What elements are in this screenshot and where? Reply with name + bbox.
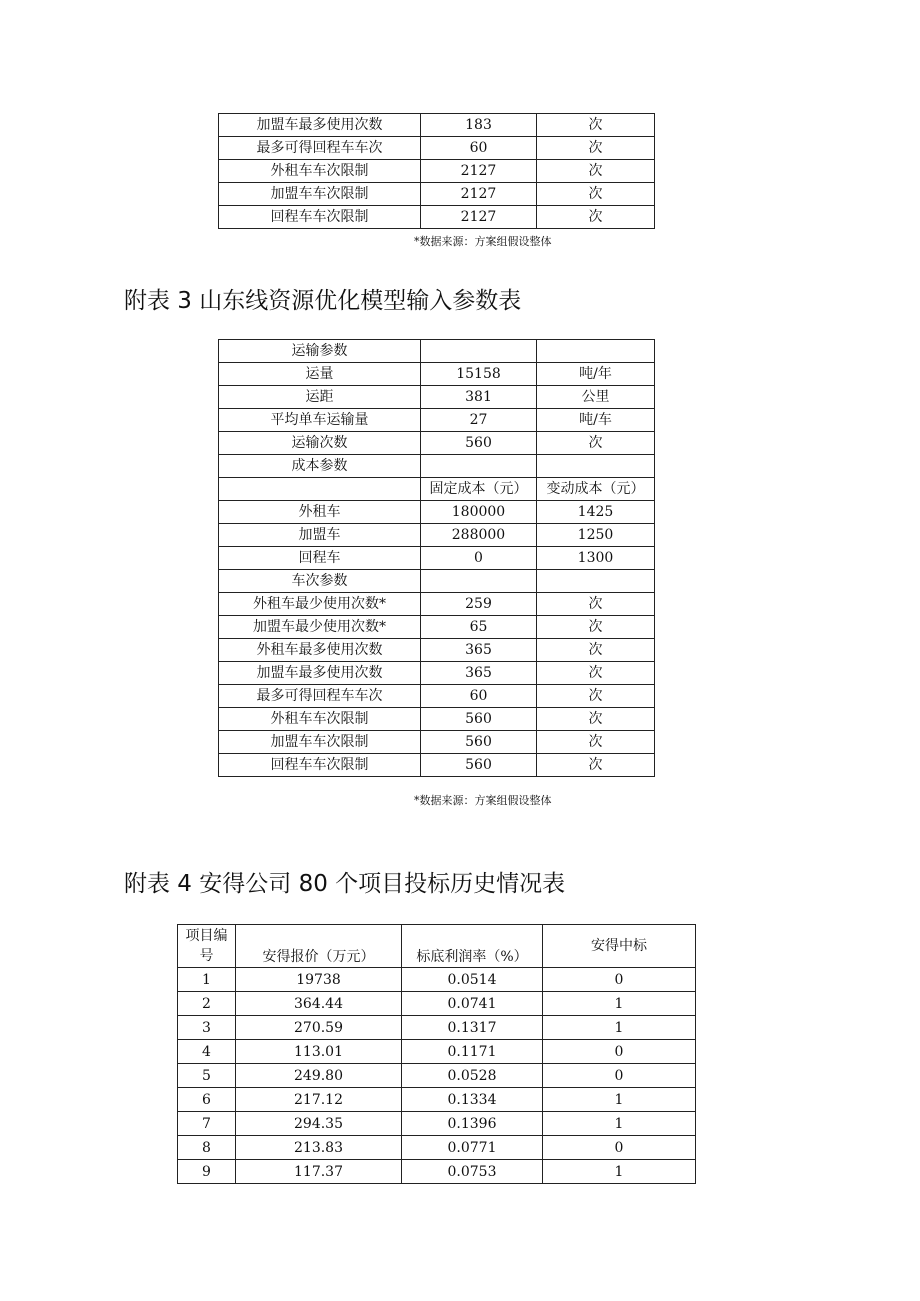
table-cell: 回程车车次限制 bbox=[219, 754, 421, 777]
table-row bbox=[178, 1064, 696, 1088]
table-cell: 0.0771 bbox=[402, 1136, 543, 1160]
table-cell: 180000 bbox=[421, 501, 537, 524]
table-cell: 次 bbox=[537, 639, 655, 662]
heading-table-4: 附表 4 安得公司 80 个项目投标历史情况表 bbox=[124, 871, 566, 897]
header-quote: 安得报价（万元） bbox=[236, 925, 402, 968]
params-table-continued-body bbox=[219, 114, 655, 229]
table-cell: 381 bbox=[421, 386, 537, 409]
table-row bbox=[178, 1016, 696, 1040]
table-row bbox=[178, 1136, 696, 1160]
table-cell: 1 bbox=[543, 1112, 696, 1136]
table-cell: 113.01 bbox=[236, 1040, 402, 1064]
data-source-note-2: *数据来源：方案组假设整体 bbox=[414, 794, 552, 807]
table-row bbox=[178, 1088, 696, 1112]
table-row bbox=[219, 616, 655, 639]
table-cell: 217.12 bbox=[236, 1088, 402, 1112]
table-cell: 19738 bbox=[236, 968, 402, 992]
table-cell bbox=[421, 340, 537, 363]
table-cell: 外租车 bbox=[219, 501, 421, 524]
table-cell: 公里 bbox=[537, 386, 655, 409]
table-cell: 吨/年 bbox=[537, 363, 655, 386]
table-cell: 最多可得回程车车次 bbox=[219, 137, 421, 160]
heading-table-3: 附表 3 山东线资源优化模型输入参数表 bbox=[124, 288, 522, 314]
table-cell: 288000 bbox=[421, 524, 537, 547]
table-row bbox=[219, 754, 655, 777]
table-row bbox=[219, 455, 655, 478]
table-cell: 270.59 bbox=[236, 1016, 402, 1040]
table-row bbox=[219, 363, 655, 386]
table-cell: 外租车车次限制 bbox=[219, 708, 421, 731]
table-cell: 运输参数 bbox=[219, 340, 421, 363]
table-cell: 次 bbox=[537, 754, 655, 777]
table-row bbox=[219, 570, 655, 593]
shandong-params-table bbox=[218, 339, 655, 777]
bid-history-table bbox=[177, 924, 696, 1184]
table-row bbox=[219, 206, 655, 229]
table-cell: 294.35 bbox=[236, 1112, 402, 1136]
table-row bbox=[219, 478, 655, 501]
table-cell: 0.1334 bbox=[402, 1088, 543, 1112]
table-cell: 最多可得回程车车次 bbox=[219, 685, 421, 708]
table-cell: 变动成本（元） bbox=[537, 478, 655, 501]
table-cell: 6 bbox=[178, 1088, 236, 1112]
table-cell: 1 bbox=[543, 992, 696, 1016]
table-cell: 365 bbox=[421, 639, 537, 662]
table-cell: 1 bbox=[543, 1088, 696, 1112]
table-cell: 次 bbox=[537, 662, 655, 685]
table-cell: 加盟车 bbox=[219, 524, 421, 547]
table-cell: 1425 bbox=[537, 501, 655, 524]
table-cell: 次 bbox=[537, 593, 655, 616]
table-cell: 次 bbox=[537, 616, 655, 639]
table-cell: 213.83 bbox=[236, 1136, 402, 1160]
table-cell: 成本参数 bbox=[219, 455, 421, 478]
table-cell: 8 bbox=[178, 1136, 236, 1160]
table-row bbox=[178, 1160, 696, 1184]
table-cell: 365 bbox=[421, 662, 537, 685]
bid-history-table-header bbox=[178, 925, 696, 968]
table-row bbox=[219, 137, 655, 160]
table-cell: 次 bbox=[537, 731, 655, 754]
table-cell: 0 bbox=[421, 547, 537, 570]
table-cell bbox=[219, 478, 421, 501]
table-cell: 车次参数 bbox=[219, 570, 421, 593]
table-cell: 1 bbox=[178, 968, 236, 992]
table-cell: 560 bbox=[421, 731, 537, 754]
table-cell bbox=[537, 340, 655, 363]
table-row bbox=[219, 114, 655, 137]
table-row bbox=[219, 547, 655, 570]
table-row bbox=[219, 160, 655, 183]
table-cell: 183 bbox=[421, 114, 537, 137]
table-cell: 次 bbox=[537, 685, 655, 708]
table-cell: 117.37 bbox=[236, 1160, 402, 1184]
table-cell: 回程车 bbox=[219, 547, 421, 570]
table-cell: 560 bbox=[421, 754, 537, 777]
table-row bbox=[219, 183, 655, 206]
table-cell: 加盟车车次限制 bbox=[219, 731, 421, 754]
table-cell: 15158 bbox=[421, 363, 537, 386]
table-row bbox=[219, 386, 655, 409]
table-cell: 运量 bbox=[219, 363, 421, 386]
table-cell: 运距 bbox=[219, 386, 421, 409]
table-cell: 平均单车运输量 bbox=[219, 409, 421, 432]
table-cell: 2127 bbox=[421, 160, 537, 183]
table-cell: 次 bbox=[537, 206, 655, 229]
table-cell: 0 bbox=[543, 1040, 696, 1064]
table-header-row bbox=[178, 925, 696, 968]
table-cell: 吨/车 bbox=[537, 409, 655, 432]
table-cell: 次 bbox=[537, 708, 655, 731]
table-cell: 7 bbox=[178, 1112, 236, 1136]
table-cell: 次 bbox=[537, 137, 655, 160]
table-cell: 0.0514 bbox=[402, 968, 543, 992]
table-cell: 0.1171 bbox=[402, 1040, 543, 1064]
table-cell: 60 bbox=[421, 137, 537, 160]
table-cell: 259 bbox=[421, 593, 537, 616]
table-cell: 2127 bbox=[421, 206, 537, 229]
table-cell: 加盟车最少使用次数* bbox=[219, 616, 421, 639]
shandong-params-table-body bbox=[219, 340, 655, 777]
table-cell: 0.1317 bbox=[402, 1016, 543, 1040]
table-cell: 60 bbox=[421, 685, 537, 708]
table-row bbox=[178, 1040, 696, 1064]
table-cell bbox=[421, 455, 537, 478]
table-cell: 4 bbox=[178, 1040, 236, 1064]
table-row bbox=[219, 593, 655, 616]
table-cell: 249.80 bbox=[236, 1064, 402, 1088]
table-cell: 固定成本（元） bbox=[421, 478, 537, 501]
table-row bbox=[219, 685, 655, 708]
header-won: 安得中标 bbox=[543, 925, 696, 968]
table-cell: 回程车车次限制 bbox=[219, 206, 421, 229]
table-cell: 加盟车最多使用次数 bbox=[219, 662, 421, 685]
header-project-no-line2: 号 bbox=[199, 948, 214, 964]
header-project-no-line1: 项目编 bbox=[185, 928, 228, 944]
header-profit-rate: 标底利润率（%） bbox=[402, 925, 543, 968]
table-cell: 次 bbox=[537, 432, 655, 455]
table-row bbox=[219, 432, 655, 455]
table-cell bbox=[537, 455, 655, 478]
table-row bbox=[178, 968, 696, 992]
table-cell: 560 bbox=[421, 432, 537, 455]
table-cell: 0.0528 bbox=[402, 1064, 543, 1088]
table-row bbox=[178, 1112, 696, 1136]
table-cell: 1 bbox=[543, 1160, 696, 1184]
table-cell: 0 bbox=[543, 1136, 696, 1160]
table-cell: 次 bbox=[537, 114, 655, 137]
table-row bbox=[219, 340, 655, 363]
table-cell: 1 bbox=[543, 1016, 696, 1040]
table-cell: 65 bbox=[421, 616, 537, 639]
table-row bbox=[219, 639, 655, 662]
table-row bbox=[219, 409, 655, 432]
table-cell: 0.1396 bbox=[402, 1112, 543, 1136]
table-cell: 0 bbox=[543, 968, 696, 992]
table-cell: 外租车最多使用次数 bbox=[219, 639, 421, 662]
table-cell: 0.0741 bbox=[402, 992, 543, 1016]
table-cell: 27 bbox=[421, 409, 537, 432]
table-cell: 2127 bbox=[421, 183, 537, 206]
table-row bbox=[219, 501, 655, 524]
table-cell: 运输次数 bbox=[219, 432, 421, 455]
table-cell: 5 bbox=[178, 1064, 236, 1088]
table-cell: 加盟车最多使用次数 bbox=[219, 114, 421, 137]
data-source-note-1: *数据来源：方案组假设整体 bbox=[414, 235, 552, 248]
table-cell: 2 bbox=[178, 992, 236, 1016]
table-cell: 外租车车次限制 bbox=[219, 160, 421, 183]
table-cell: 364.44 bbox=[236, 992, 402, 1016]
table-cell bbox=[537, 570, 655, 593]
table-cell: 3 bbox=[178, 1016, 236, 1040]
params-table-continued bbox=[218, 113, 655, 229]
bid-history-table-body bbox=[178, 968, 696, 1184]
table-row bbox=[219, 662, 655, 685]
table-cell bbox=[421, 570, 537, 593]
table-cell: 次 bbox=[537, 160, 655, 183]
table-row bbox=[219, 708, 655, 731]
table-cell: 0.0753 bbox=[402, 1160, 543, 1184]
table-cell: 1250 bbox=[537, 524, 655, 547]
table-row bbox=[178, 992, 696, 1016]
table-cell: 9 bbox=[178, 1160, 236, 1184]
table-cell: 外租车最少使用次数* bbox=[219, 593, 421, 616]
header-project-no bbox=[178, 925, 236, 968]
table-row bbox=[219, 524, 655, 547]
table-cell: 次 bbox=[537, 183, 655, 206]
table-row bbox=[219, 731, 655, 754]
table-cell: 0 bbox=[543, 1064, 696, 1088]
table-cell: 560 bbox=[421, 708, 537, 731]
table-cell: 1300 bbox=[537, 547, 655, 570]
table-cell: 加盟车车次限制 bbox=[219, 183, 421, 206]
